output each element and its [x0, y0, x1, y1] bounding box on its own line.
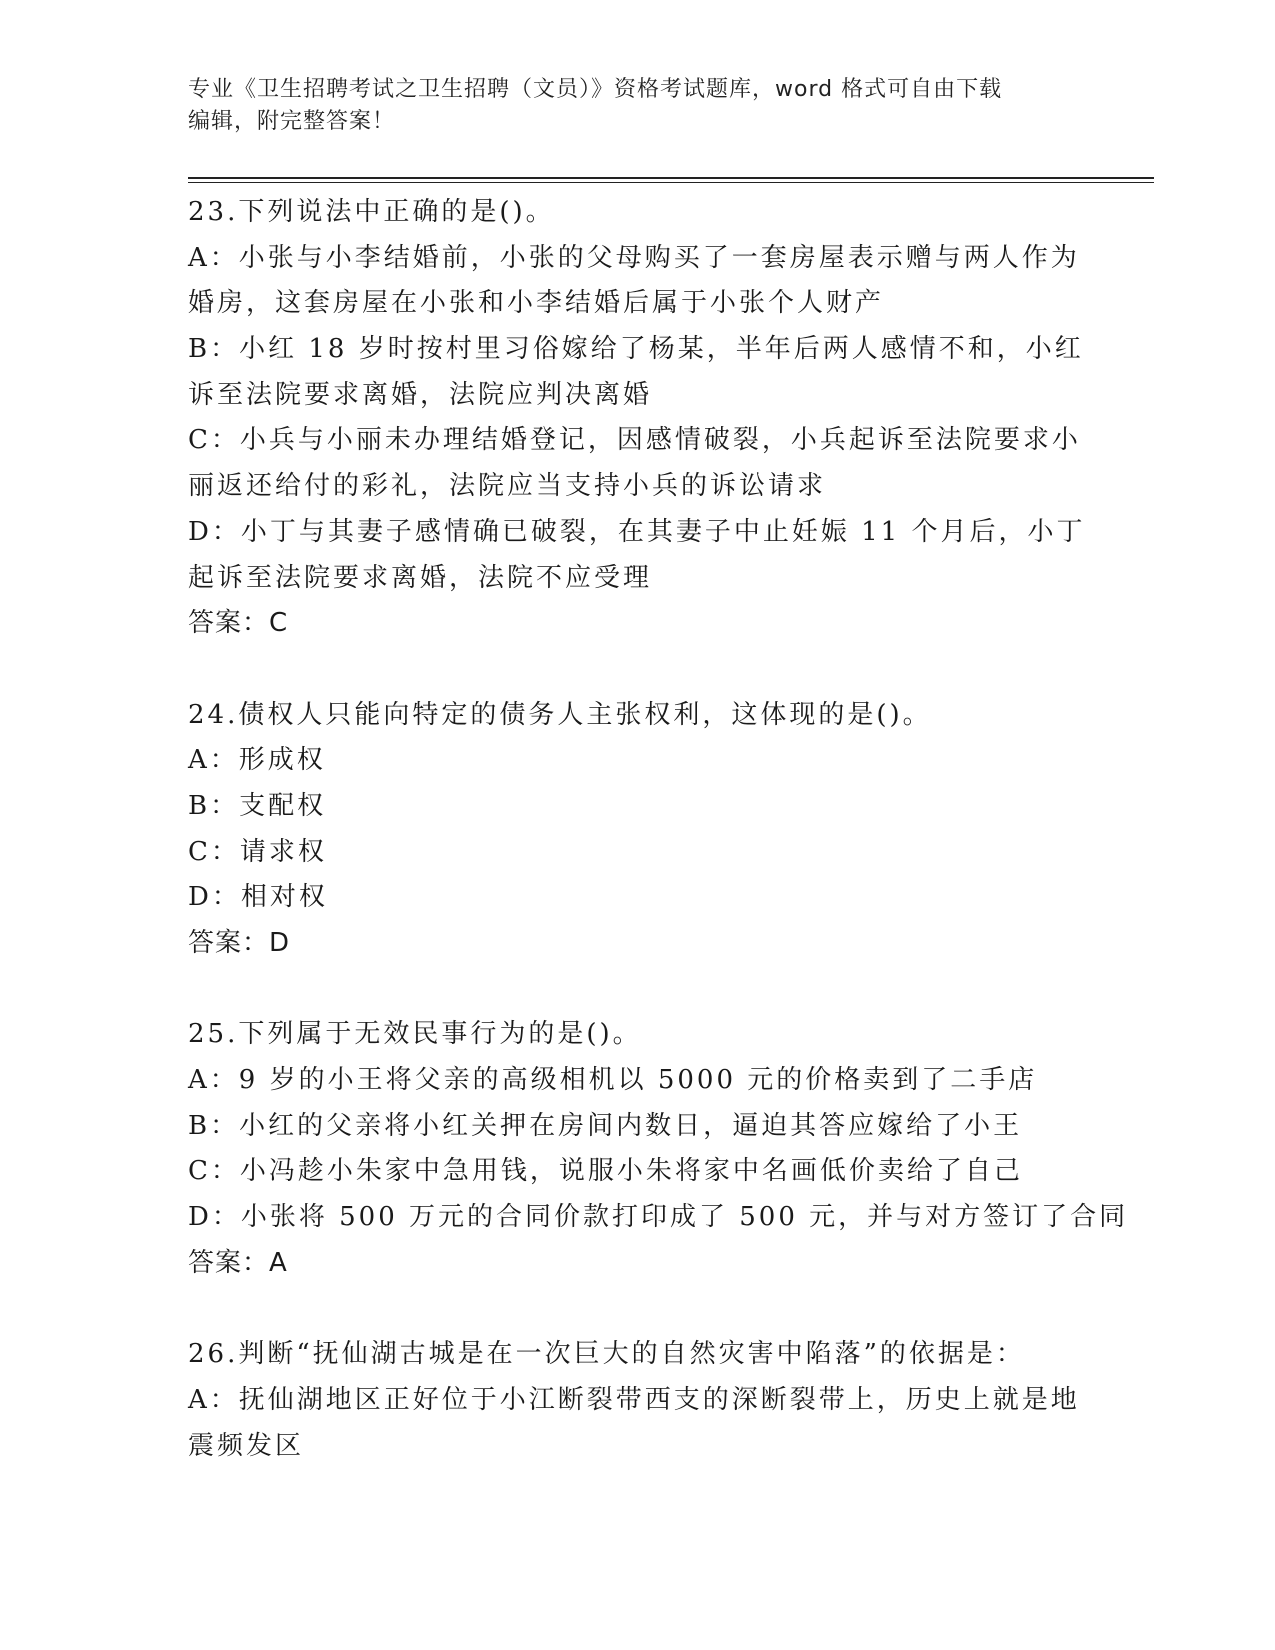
option-line: D：小丁与其妻子感情确已破裂，在其妻子中止妊娠 11 个月后，小丁 — [188, 516, 1086, 547]
option-line: 丽返还给付的彩礼，法院应当支持小兵的诉讼请求 — [188, 471, 827, 502]
header-divider-thick — [188, 177, 1154, 179]
option-line: B：小红 18 岁时按村里习俗嫁给了杨某，半年后两人感情不和，小红 — [188, 334, 1084, 365]
answer-label: 答案：D — [188, 928, 291, 958]
question-list — [188, 190, 1129, 1469]
option-line: C：小兵与小丽未办理结婚登记，因感情破裂，小兵起诉至法院要求小 — [188, 425, 1081, 456]
option-line: 婚房，这套房屋在小张和小李结婚后属于小张个人财产 — [188, 288, 885, 319]
option-line: C：请求权 — [188, 836, 327, 867]
question-stem: 25.下列属于无效民事行为的是()。 — [188, 1019, 642, 1050]
option-line: 起诉至法院要求离婚，法院不应受理 — [188, 562, 653, 593]
option-line: 震频发区 — [188, 1430, 305, 1461]
option-line: D：相对权 — [188, 882, 328, 913]
header-line-1: 专业《卫生招聘考试之卫生招聘（文员）》资格考试题库，word 格式可自由下载 — [188, 77, 1003, 102]
option-line: A：抚仙湖地区正好位于小江断裂带西支的深断裂带上，历史上就是地 — [188, 1384, 1080, 1415]
question-23 — [188, 190, 1088, 647]
question-26 — [188, 1332, 1088, 1469]
question-stem: 26.判断“抚仙湖古城是在一次巨大的自然灾害中陷落”的依据是： — [188, 1339, 1025, 1370]
document-header — [188, 74, 1068, 138]
question-24 — [188, 693, 1088, 967]
option-line: A：形成权 — [188, 745, 326, 776]
question-spacer — [188, 1287, 1088, 1333]
question-25 — [188, 1012, 1129, 1286]
header-divider-thin — [188, 182, 1154, 183]
option-line: A：9 岁的小王将父亲的高级相机以 5000 元的价格卖到了二手店 — [188, 1065, 1038, 1096]
header-line-2: 编辑，附完整答案！ — [188, 109, 396, 134]
answer-label: 答案：A — [188, 1247, 288, 1278]
answer-label: 答案：C — [188, 608, 289, 639]
option-line: B：支配权 — [188, 790, 327, 821]
option-line: 诉至法院要求离婚，法院应判决离婚 — [188, 379, 653, 410]
option-line: C：小冯趁小朱家中急用钱，说服小朱将家中名画低价卖给了自己 — [188, 1156, 1023, 1187]
question-stem: 24.债权人只能向特定的债务人主张权利，这体现的是()。 — [188, 699, 932, 730]
question-spacer — [188, 967, 1088, 1013]
option-line: A：小张与小李结婚前，小张的父母购买了一套房屋表示赠与两人作为 — [188, 242, 1080, 273]
option-line: B：小红的父亲将小红关押在房间内数日，逼迫其答应嫁给了小王 — [188, 1110, 1023, 1141]
question-spacer — [188, 647, 1088, 693]
option-line: D：小张将 500 万元的合同价款打印成了 500 元，并与对方签订了合同 — [188, 1202, 1129, 1233]
question-stem: 23.下列说法中正确的是()。 — [188, 197, 555, 227]
